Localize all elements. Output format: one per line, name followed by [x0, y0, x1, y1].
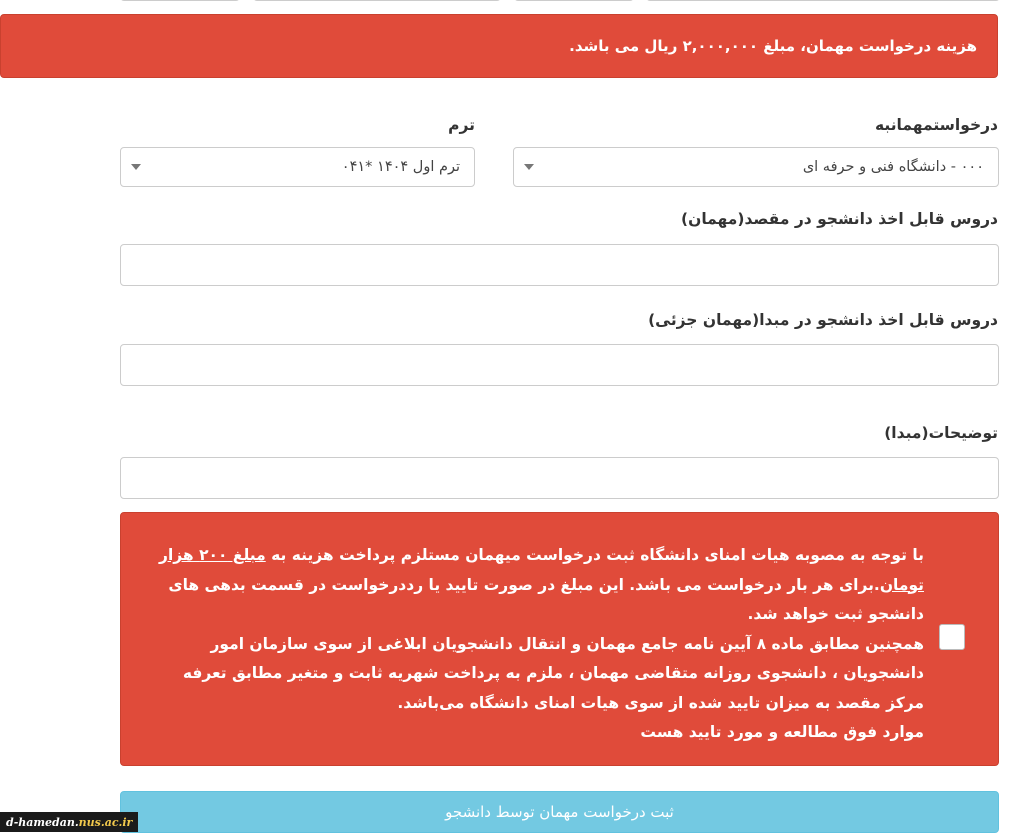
guest-university-value: ۰۰۰ - دانشگاه فنی و حرفه ای: [802, 159, 984, 175]
fee-alert: [0, 14, 998, 78]
origin-courses-input[interactable]: [120, 344, 999, 386]
agreement-fee-amount: مبلغ ۲۰۰ هزار تومان: [159, 546, 924, 594]
term-label: ترم: [448, 116, 475, 134]
agreement-paragraph-3: موارد فوق مطالعه و مورد تایید هست: [640, 723, 924, 741]
guest-university-select[interactable]: [513, 147, 999, 187]
submit-guest-request-button[interactable]: ثبت درخواست مهمان توسط دانشجو: [120, 791, 999, 833]
origin-courses-label: دروس قابل اخذ دانشجو در مبدا(مهمان جزئی): [648, 311, 998, 329]
fee-agreement-box: [120, 512, 999, 766]
watermark-part1: d-hamedan.: [6, 815, 79, 829]
agreement-paragraph-1: [142, 541, 924, 630]
fee-alert-text: هزینه درخواست مهمان، مبلغ ۲,۰۰۰,۰۰۰ ریال می باشد.: [569, 37, 977, 55]
description-label: توضیحات(مبدا): [884, 424, 998, 442]
agreement-text: [142, 541, 924, 748]
top-partial-inputs: [0, 0, 1016, 2]
agreement-paragraph-2: همچنین مطابق ماده ۸ آیین نامه جامع مهمان و انتقال دانشجویان ابلاغی از سوی سازمان امور دانشجویان ، دانشجوی روزانه متقاضی مهمان ، ملزم به پرداخت شهریه ثابت و متغیر مطابق تعرفه مرکز مقصد به میزان تایید شده از سوی هیات امنای دانشگاه می‌باشد.: [182, 634, 924, 712]
guest-request-label: درخواستمهمانبه: [874, 116, 998, 134]
agreement-text-part1: با توجه به مصوبه هیات امنای دانشگاه ثبت درخواست میهمان مستلزم پرداخت هزینه به: [265, 546, 924, 564]
term-value: ترم اول ۱۴۰۴ *۰۴۱: [341, 159, 460, 175]
dest-courses-input[interactable]: [120, 244, 999, 286]
chevron-down-icon: [524, 164, 534, 170]
chevron-down-icon: [131, 164, 141, 170]
watermark-part2: nus.ac.ir: [78, 815, 133, 829]
term-select[interactable]: [120, 147, 475, 187]
dest-courses-label: دروس قابل اخذ دانشجو در مقصد(مهمان): [681, 210, 998, 228]
description-input[interactable]: [120, 457, 999, 499]
agreement-checkbox[interactable]: [939, 624, 965, 650]
site-watermark: [0, 812, 138, 832]
agreement-text-part2: .برای هر بار درخواست می باشد. این مبلغ در صورت تایید یا رددرخواست در قسمت بدهی های دانشجو ثبت خواهد شد.: [168, 575, 924, 623]
